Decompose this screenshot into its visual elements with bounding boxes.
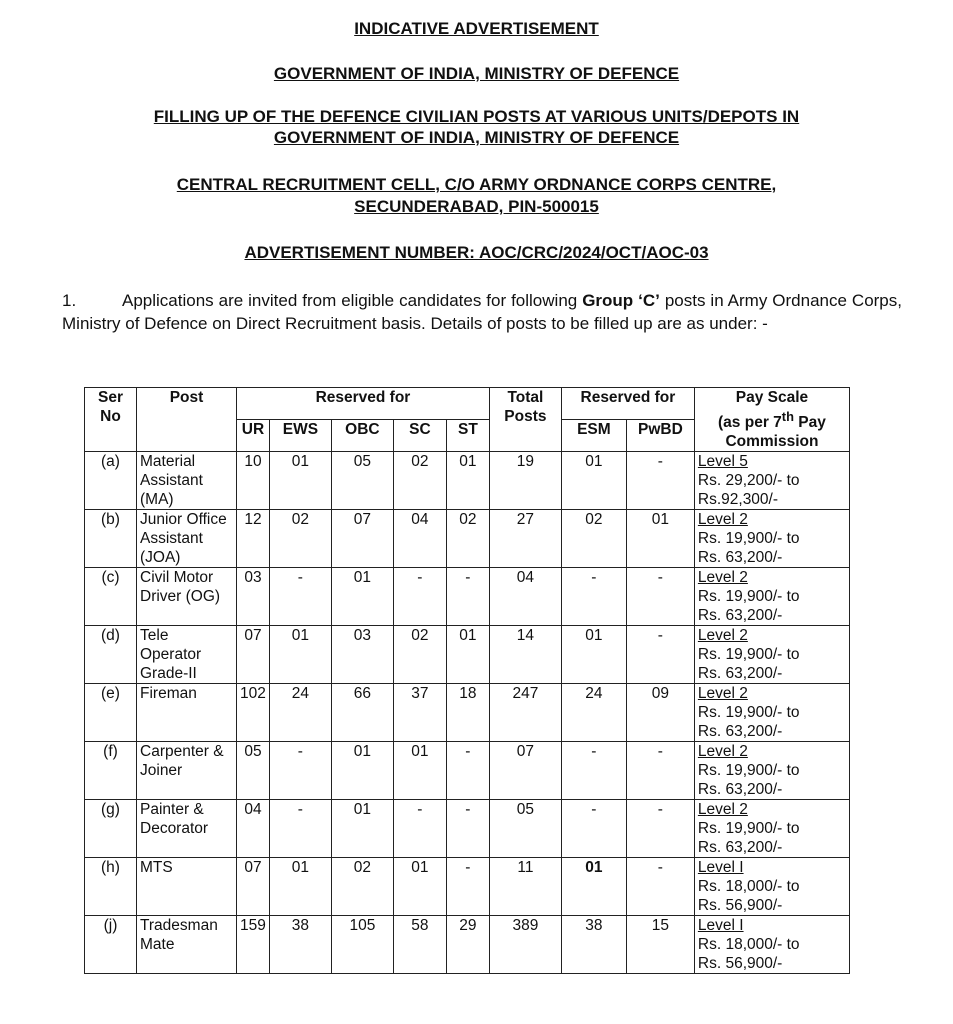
cell-pay-scale: [694, 452, 849, 510]
pay-range-from: Rs. 18,000/- to: [697, 878, 800, 896]
cell-post: Tradesman Mate: [137, 916, 237, 974]
cell-st: -: [446, 800, 489, 858]
cell-post: Junior Office Assistant (JOA): [137, 510, 237, 568]
pay-level: Level 2: [697, 685, 748, 703]
cell-sc: -: [393, 800, 446, 858]
cell-ser: (f): [85, 742, 137, 800]
cell-ews: -: [269, 568, 331, 626]
header-reserved-for-2: Reserved for: [561, 388, 694, 420]
cell-obc: 07: [331, 510, 393, 568]
cell-ser: (a): [85, 452, 137, 510]
cell-st: 01: [446, 626, 489, 684]
header-post: Post: [137, 388, 237, 452]
paragraph-text-end: posts in Army Ordnance Corps, Ministry of Defence on Direct Recruitment basis. Details of posts to be filled up are as under: -: [62, 291, 902, 333]
cell-post: Fireman: [137, 684, 237, 742]
cell-esm: 02: [561, 510, 626, 568]
pay-level: Level I: [697, 859, 744, 877]
table-row: [85, 510, 850, 568]
pay-header-line2: (as per 7: [718, 414, 782, 432]
heading-ministry: GOVERNMENT OF INDIA, MINISTRY OF DEFENCE: [273, 64, 680, 83]
pay-range-from: Rs. 19,900/- to: [697, 762, 800, 780]
pay-range-to: Rs. 56,900/-: [697, 955, 783, 973]
cell-pay-scale: [694, 510, 849, 568]
cell-post: Carpenter & Joiner: [137, 742, 237, 800]
pay-range-to: Rs. 63,200/-: [697, 723, 783, 741]
paragraph-group-bold: Group ‘C’: [582, 291, 660, 310]
cell-esm: -: [561, 800, 626, 858]
cell-st: 29: [446, 916, 489, 974]
cell-sc: 02: [393, 626, 446, 684]
heading-title: INDICATIVE ADVERTISEMENT: [354, 19, 599, 38]
intro-paragraph: [62, 289, 902, 335]
cell-post: Tele Operator Grade-II: [137, 626, 237, 684]
cell-ur: 03: [237, 568, 270, 626]
pay-header-sup: th: [781, 409, 794, 424]
pay-range-to: Rs. 63,200/-: [697, 839, 783, 857]
heading-crc-line2: SECUNDERABAD, PIN-500015: [354, 197, 599, 216]
cell-ur: 07: [237, 626, 270, 684]
cell-sc: 01: [393, 858, 446, 916]
cell-pay-scale: [694, 626, 849, 684]
pay-level: Level I: [697, 917, 744, 935]
cell-total: 14: [489, 626, 561, 684]
cell-ser: (e): [85, 684, 137, 742]
cell-ur: 05: [237, 742, 270, 800]
pay-level: Level 2: [697, 511, 748, 529]
cell-pwbd: -: [626, 452, 694, 510]
pay-range-from: Rs. 19,900/- to: [697, 704, 800, 722]
cell-pwbd: 01: [626, 510, 694, 568]
cell-obc: 01: [331, 568, 393, 626]
pay-level: Level 2: [697, 569, 748, 587]
pay-level: Level 2: [697, 627, 748, 645]
table-row: [85, 916, 850, 974]
cell-pwbd: 15: [626, 916, 694, 974]
cell-st: -: [446, 858, 489, 916]
cell-ews: 24: [269, 684, 331, 742]
cell-esm: 01: [561, 452, 626, 510]
cell-post: Material Assistant (MA): [137, 452, 237, 510]
header-pay-scale: [694, 388, 849, 452]
cell-pwbd: -: [626, 742, 694, 800]
cell-st: -: [446, 742, 489, 800]
cell-st: 18: [446, 684, 489, 742]
cell-pay-scale: [694, 858, 849, 916]
pay-level: Level 5: [697, 453, 748, 471]
cell-pwbd: -: [626, 858, 694, 916]
table-row: [85, 684, 850, 742]
pay-range-to: Rs.92,300/-: [697, 491, 779, 509]
table-row: [85, 568, 850, 626]
cell-ews: 01: [269, 858, 331, 916]
cell-post: MTS: [137, 858, 237, 916]
pay-range-from: Rs. 19,900/- to: [697, 530, 800, 548]
cell-obc: 01: [331, 742, 393, 800]
cell-ser: (j): [85, 916, 137, 974]
cell-esm: -: [561, 742, 626, 800]
pay-range-from: Rs. 19,900/- to: [697, 646, 800, 664]
heading-filling-line2: GOVERNMENT OF INDIA, MINISTRY OF DEFENCE: [273, 128, 680, 147]
cell-sc: 58: [393, 916, 446, 974]
cell-pay-scale: [694, 742, 849, 800]
pay-range-to: Rs. 56,900/-: [697, 897, 783, 915]
cell-ur: 102: [237, 684, 270, 742]
cell-esm: 01: [561, 858, 626, 916]
heading-advt-number: ADVERTISEMENT NUMBER: AOC/CRC/2024/OCT/AOC-03: [244, 243, 709, 262]
header-obc: OBC: [331, 420, 393, 452]
cell-esm: -: [561, 568, 626, 626]
cell-total: 389: [489, 916, 561, 974]
cell-sc: 37: [393, 684, 446, 742]
cell-pay-scale: [694, 800, 849, 858]
cell-sc: 04: [393, 510, 446, 568]
cell-esm: 24: [561, 684, 626, 742]
cell-obc: 01: [331, 800, 393, 858]
cell-total: 07: [489, 742, 561, 800]
paragraph-number: 1.: [62, 291, 77, 310]
cell-ur: 07: [237, 858, 270, 916]
cell-ews: -: [269, 800, 331, 858]
paragraph-text-start: Applications are invited from eligible candidates for following: [122, 291, 583, 310]
cell-post: Civil Motor Driver (OG): [137, 568, 237, 626]
cell-obc: 66: [331, 684, 393, 742]
cell-obc: 02: [331, 858, 393, 916]
header-esm: ESM: [561, 420, 626, 452]
cell-ews: 01: [269, 452, 331, 510]
header-st: ST: [446, 420, 489, 452]
pay-range-to: Rs. 63,200/-: [697, 781, 783, 799]
cell-sc: -: [393, 568, 446, 626]
cell-st: 02: [446, 510, 489, 568]
cell-pwbd: -: [626, 800, 694, 858]
pay-header-line3: Pay Commission: [725, 414, 826, 451]
cell-st: -: [446, 568, 489, 626]
cell-ur: 04: [237, 800, 270, 858]
cell-ews: -: [269, 742, 331, 800]
table-row: [85, 626, 850, 684]
header-pwbd: PwBD: [626, 420, 694, 452]
cell-ser: (g): [85, 800, 137, 858]
cell-ser: (d): [85, 626, 137, 684]
cell-total: 11: [489, 858, 561, 916]
cell-total: 247: [489, 684, 561, 742]
heading-filling-line1: FILLING UP OF THE DEFENCE CIVILIAN POSTS AT VARIOUS UNITS/DEPOTS IN: [153, 107, 800, 126]
cell-total: 04: [489, 568, 561, 626]
header-ur: UR: [237, 420, 270, 452]
cell-total: 05: [489, 800, 561, 858]
cell-ur: 10: [237, 452, 270, 510]
cell-ews: 38: [269, 916, 331, 974]
cell-pwbd: -: [626, 626, 694, 684]
cell-esm: 01: [561, 626, 626, 684]
table-row: [85, 452, 850, 510]
pay-range-from: Rs. 29,200/- to: [697, 472, 800, 490]
cell-total: 27: [489, 510, 561, 568]
pay-range-to: Rs. 63,200/-: [697, 549, 783, 567]
pay-level: Level 2: [697, 743, 748, 761]
cell-ews: 02: [269, 510, 331, 568]
cell-pwbd: 09: [626, 684, 694, 742]
cell-post: Painter & Decorator: [137, 800, 237, 858]
header-total-posts: Total Posts: [489, 388, 561, 452]
header-reserved-for: Reserved for: [237, 388, 490, 420]
cell-total: 19: [489, 452, 561, 510]
table-row: [85, 858, 850, 916]
pay-level: Level 2: [697, 801, 748, 819]
pay-range-from: Rs. 19,900/- to: [697, 588, 800, 606]
table-row: [85, 800, 850, 858]
cell-obc: 105: [331, 916, 393, 974]
cell-esm: 38: [561, 916, 626, 974]
cell-ur: 159: [237, 916, 270, 974]
cell-ser: (h): [85, 858, 137, 916]
cell-ur: 12: [237, 510, 270, 568]
pay-range-from: Rs. 19,900/- to: [697, 820, 800, 838]
heading-crc-line1: CENTRAL RECRUITMENT CELL, C/O ARMY ORDNANCE CORPS CENTRE,: [176, 175, 777, 194]
cell-ser: (b): [85, 510, 137, 568]
cell-pwbd: -: [626, 568, 694, 626]
pay-range-from: Rs. 18,000/- to: [697, 936, 800, 954]
cell-st: 01: [446, 452, 489, 510]
cell-obc: 05: [331, 452, 393, 510]
cell-obc: 03: [331, 626, 393, 684]
cell-ews: 01: [269, 626, 331, 684]
header-sc: SC: [393, 420, 446, 452]
pay-range-to: Rs. 63,200/-: [697, 607, 783, 625]
cell-ser: (c): [85, 568, 137, 626]
cell-sc: 01: [393, 742, 446, 800]
posts-table: [84, 387, 850, 974]
header-ser-no: Ser No: [85, 388, 137, 452]
pay-range-to: Rs. 63,200/-: [697, 665, 783, 683]
header-ews: EWS: [269, 420, 331, 452]
cell-pay-scale: [694, 568, 849, 626]
table-row: [85, 742, 850, 800]
pay-header-line1: Pay Scale: [735, 389, 809, 406]
cell-sc: 02: [393, 452, 446, 510]
cell-pay-scale: [694, 684, 849, 742]
cell-pay-scale: [694, 916, 849, 974]
